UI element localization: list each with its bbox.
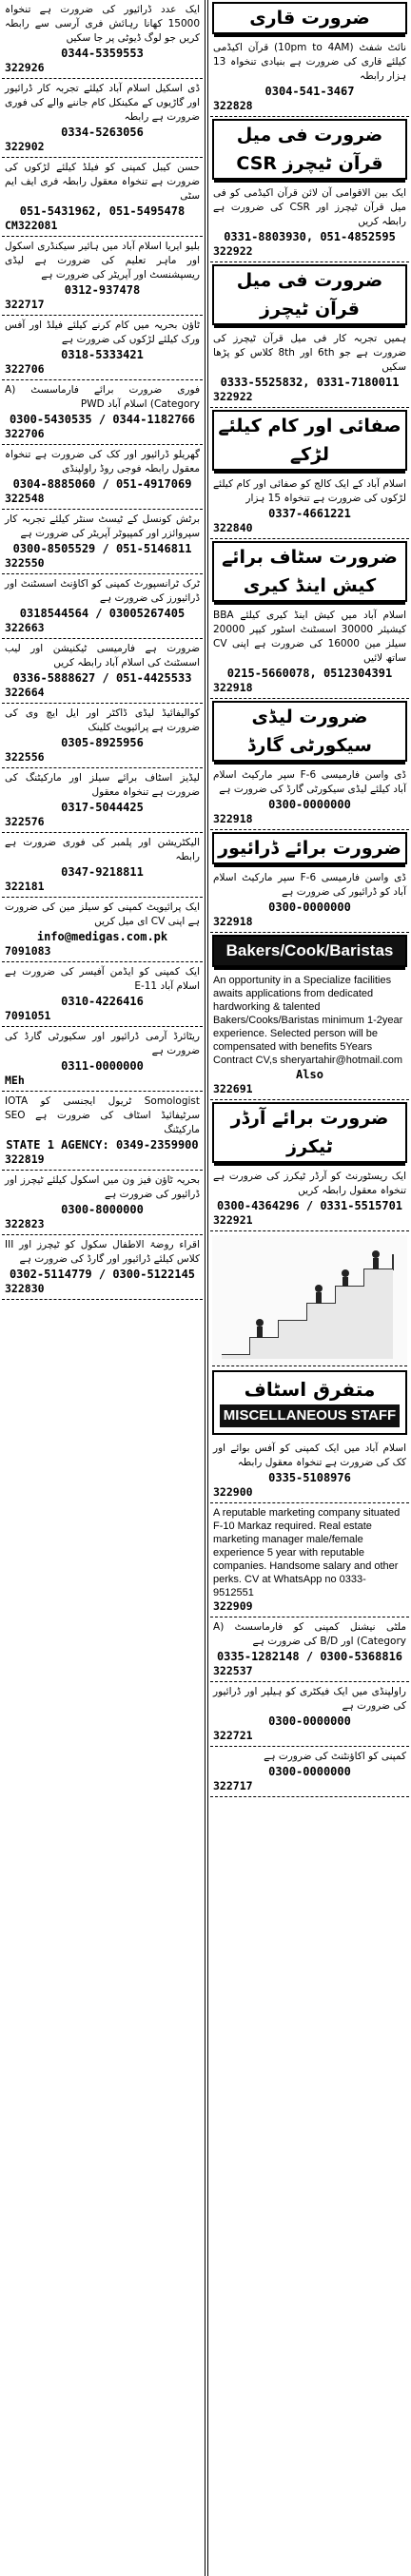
ad-text: ٹاؤن بحریہ میں کام کرنے کیلئے فیلڈ اور آفس ورک کیلئے لڑکوں کی ضرورت ہے [5, 320, 200, 345]
column-divider [205, 0, 208, 2576]
ad-text: ڈی اسکیل اسلام آباد کیلئے تجربہ کار ڈرائیور اور گاڑیوں کے مکینکل کام جاننے والے کی فوری ضرورت ہے رابطہ [5, 83, 200, 123]
section-heading: ضرورت فی میل قرآن ٹیچرز CSR [212, 119, 407, 180]
ad-text: اسلام آباد میں ایک کمپنی کو آفس بوائے اور کک کی ضرورت ہے تنخواہ معقول رابطہ [213, 1443, 406, 1468]
ad-reference-code: 322181 [5, 880, 45, 893]
ad-reference [5, 880, 200, 895]
classified-ad [2, 0, 203, 79]
ad-text: نائٹ شفٹ (10pm to 4AM) قرآن اکیڈمی کیلئے قاری کی ضرورت ہے بنیادی تنخواہ 13 ہزار رابطہ [213, 42, 406, 82]
ad-text: ڈی واسن فارمیسی F-6 سپر مارکیٹ اسلام آباد کو ڈرائیور کی ضرورت ہے [213, 872, 406, 898]
ad-phone: 0215-5660078, 0512304391 [226, 667, 393, 680]
ad-reference-code: 322721 [213, 1729, 253, 1742]
ad-phone: 0337-4661221 [268, 507, 351, 520]
ad-reference-code: 322691 [213, 1082, 253, 1095]
section-heading: ضرورت سٹاف برائے کیش اینڈ کیری [212, 541, 407, 602]
ad-text: کوالیفائیڈ لیڈی ڈاکٹر اور ایل ایچ وی کی ضرورت ہے پرائیویٹ کلینک [5, 707, 200, 733]
ad-text: ملٹی نیشنل کمپنی کو فارماسسٹ (A Category) اور B/D کی ضرورت ہے [213, 1621, 406, 1647]
ad-text: ایک پرائیویٹ کمپنی کو سیلز مین کی ضرورت ہے اپنی CV ای میل کریں [5, 901, 200, 927]
classified-ad [2, 79, 203, 158]
ad-phone: 0336-5888627 / 051-4425533 [12, 671, 192, 685]
ad-text: Somologist ٹریول ایجنسی کو IOTA سرٹیفائیڈ اسٹاف کی ضرورت ہے SEO مارکیٹنگ [5, 1095, 200, 1135]
ad-phone: 0312-937478 [64, 283, 141, 297]
ad-reference [5, 750, 200, 765]
ad-reference-code: 322548 [5, 492, 45, 505]
classified-ad [2, 898, 203, 962]
ad-reference-code: 322840 [213, 521, 253, 534]
classified-ad [2, 316, 203, 380]
ad-reference [213, 1729, 406, 1744]
ad-reference [5, 298, 200, 313]
misc-heading-urdu: متفرق اسٹاف [244, 1378, 376, 1401]
section-heading: ضرورت برائے ڈرائیور [212, 832, 407, 864]
ad-phone: Also [296, 1068, 323, 1081]
ad-reference [5, 219, 200, 234]
section-heading: Bakers/Cook/Baristas [212, 935, 407, 967]
ad-text: ایک ریسٹورنٹ کو آرڈر ٹیکرز کی ضرورت ہے تنخواہ معقول رابطہ کریں [213, 1171, 406, 1196]
ad-reference [213, 244, 406, 260]
misc-heading-english: MISCELLANEOUS STAFF [220, 1404, 400, 1427]
classified-ad [2, 574, 203, 639]
classified-ad [2, 380, 203, 445]
ad-reference-code: 322556 [5, 750, 45, 764]
ad-text: راولپنڈی میں ایک فیکٹری کو ہیلپر اور ڈرائیور کی ضرورت ہے [213, 1686, 406, 1712]
classified-ad [2, 768, 203, 833]
classified-ad [210, 868, 409, 933]
ad-reference [5, 1217, 200, 1232]
ad-phone: 051-5431962, 051-5495478 [19, 204, 186, 218]
classified-ad [2, 962, 203, 1027]
classified-ad [210, 1439, 409, 1503]
ad-reference-code: 322717 [213, 1779, 253, 1792]
ad-text: لیڈیز اسٹاف برائے سیلز اور مارکیٹنگ کی ضرورت ہے تنخواہ معقول [5, 772, 200, 798]
ad-phone: 0318544564 / 03005267405 [19, 607, 186, 620]
classified-ad [2, 1235, 203, 1300]
ad-phone: 0304-541-3467 [264, 85, 355, 98]
ad-text: ایک بین الاقوامی آن لائن قرآن اکیڈمی کو فی میل قرآن ٹیچرز اور CSR کی ضرورت ہے رابطہ کریں [213, 187, 407, 227]
ad-phone: 0310-4226416 [61, 995, 144, 1008]
section-heading: ضرورت قاری [212, 2, 407, 34]
ad-reference-code: 322921 [213, 1213, 253, 1227]
ad-reference [5, 621, 200, 636]
ad-text: حسن کیبل کمپنی کو فیلڈ کیلئے لڑکوں کی ضرورت ہے تنخواہ معقول رابطہ فری ایف ایم سٹی [5, 162, 200, 202]
ad-text: برٹش کونسل کے ٹیسٹ سنٹر کیلئے تجربہ کار سپروائزر اور کمپیوٹر آپریٹر کی ضرورت ہے [5, 513, 200, 539]
classified-ad [210, 38, 409, 117]
ad-phone: 0300-0000000 [268, 901, 351, 914]
ad-reference [213, 521, 406, 536]
ad-text: ایک کمپنی کو ایڈمن آفیسر کی ضرورت ہے اسلام آباد E-11 [5, 966, 200, 992]
ad-reference-code: 322706 [5, 362, 45, 376]
ad-phone: 0300-0000000 [268, 1714, 351, 1728]
ad-phone: 0331-8803930, 051-4852595 [224, 230, 396, 243]
ad-reference [5, 1074, 200, 1089]
section-heading: ضرورت فی میل قرآن ٹیچرز [212, 264, 407, 325]
ad-reference [5, 362, 200, 378]
classified-ad [210, 1747, 409, 1797]
ad-reference-code: 322828 [213, 99, 253, 112]
ad-text: بلیو ایریا اسلام آباد میں ہائیر سیکنڈری اسکول اور ماہر تعلیم کی ضرورت ہے لیڈی ریسپشنسٹ اور آپریٹر کی ضرورت ہے [5, 241, 200, 281]
ad-phone: 0344-5359553 [61, 47, 144, 60]
classified-ad [2, 158, 203, 237]
stairs-figures-image [212, 1235, 407, 1365]
classified-ad [2, 237, 203, 316]
ad-reference [213, 915, 406, 930]
ad-reference-code: 322663 [5, 621, 45, 634]
ad-reference-code: 322819 [5, 1152, 45, 1166]
ad-reference [5, 1009, 200, 1024]
ad-reference-code: MEh [5, 1074, 25, 1087]
ad-phone: 0347-9218811 [61, 865, 144, 879]
ad-phone: 0335-1282148 / 0300-5368816 [216, 1650, 403, 1663]
ad-english-text: A reputable marketing company situated F-10 Markaz required. Real estate marketing manager male/female experience 5 year with reputable companies. Handsome salary and other perks. CV at WhatsApp no 0333-9512551 [213, 1507, 401, 1598]
classified-ad [2, 1171, 203, 1235]
ad-reference [5, 556, 200, 571]
classified-ad [210, 329, 409, 408]
ad-phone: 0300-8000000 [61, 1203, 144, 1216]
ad-text: اسلام آباد میں کیش اینڈ کیری کیلئے BBA کیشیئر 30000 اسسٹنٹ اسٹور کیپر 20000 سیلز مین 16000 کی ضرورت ہے اپنی CV ساتھ لائیں [213, 610, 406, 664]
ad-reference-code: 322830 [5, 1282, 45, 1295]
classified-ad [2, 1027, 203, 1092]
classified-ad [210, 184, 409, 262]
classified-ad [210, 1503, 409, 1617]
ad-text: اقراء روضۃ الاطفال سکول کو ٹیچرز اور III کلاس کیلئے ڈرائیور اور گارڈ کی ضرورت ہے [5, 1239, 200, 1265]
ad-reference [5, 1282, 200, 1297]
section-heading: ضرورت لیڈی سیکورٹی گارڈ [212, 701, 407, 762]
section-heading: ضرورت برائے آرڈر ٹیکرز [212, 1102, 407, 1163]
ad-reference-code: 322823 [5, 1217, 45, 1230]
ad-reference-code: 7091083 [5, 944, 51, 958]
ad-phone: 0317-5044425 [61, 801, 144, 814]
ad-text: ضرورت ہے فارمیسی ٹیکنیشن اور لیب اسسٹنٹ کی اسلام آباد رابطہ کریں [5, 643, 200, 668]
ad-reference-code: 322909 [213, 1599, 253, 1613]
ad-text: ریٹائرڈ آرمی ڈرائیور اور سکیورٹی گارڈ کی ضرورت ہے [5, 1031, 200, 1056]
ad-phone: 0335-5108976 [268, 1471, 351, 1484]
ad-phone: 0300-8505529 / 051-5146811 [12, 542, 192, 555]
ad-reference-code: 322717 [5, 298, 45, 311]
ad-text: اسلام آباد کے ایک کالج کو صفائی اور کام کیلئے لڑکوں کی ضرورت ہے تنخواہ 15 ہزار [213, 478, 406, 504]
misc-staff-heading [212, 1370, 407, 1435]
classified-ad [210, 1617, 409, 1682]
left-column [2, 0, 203, 2576]
classified-ad [2, 445, 203, 510]
ad-reference [213, 1485, 406, 1501]
ad-phone: 0333-5525832, 0331-7180011 [220, 376, 400, 389]
ad-phone: info@medigas.com.pk [36, 930, 168, 943]
classified-ad [210, 475, 409, 539]
ad-reference [213, 1779, 406, 1794]
classified-ad [2, 510, 203, 574]
ad-reference [5, 492, 200, 507]
ad-phone: 0334-5263056 [61, 126, 144, 139]
ad-phone: 0304-8885060 / 051-4917069 [12, 477, 192, 491]
classified-ad [210, 1167, 409, 1231]
ad-phone: 0305-8925956 [61, 736, 144, 749]
ad-text: ٹرک ٹرانسپورٹ کمپنی کو اکاؤنٹ اسسٹنٹ اور ڈرائیورز کی ضرورت ہے [5, 578, 200, 604]
ad-reference [5, 815, 200, 830]
ad-text: کمپنی کو اکاؤنٹنٹ کی ضرورت ہے [264, 1751, 406, 1762]
ad-text: ایک عدد ڈرائیور کی ضرورت ہے تنخواہ 15000 کھانا رہائش فری آرسی سے رابطہ کریں جو لوگ ڈیوٹی پر جا سکیں [5, 4, 200, 44]
ad-reference [213, 681, 406, 696]
ad-english-text: An opportunity in a Specialize facilities awaits applications from dedicated hardworking & talented Bakers/Cooks/Baristas minimum 1-2year experience. Selected person will be compensated with benefits 5Years Contract CV,s sheryartahir@hotmail.com [213, 975, 403, 1066]
ad-reference [213, 390, 406, 405]
ad-text: الیکٹریشن اور پلمبر کی فوری ضرورت ہے رابطہ [5, 837, 200, 862]
ad-reference-code: 322918 [213, 812, 253, 825]
ad-reference-code: CM322081 [5, 219, 58, 232]
ad-reference-code: 322918 [213, 915, 253, 928]
ad-reference-code: 322902 [5, 140, 45, 153]
ad-phone: 0311-0000000 [61, 1059, 144, 1073]
ad-phone: 0302-5114779 / 0300-5122145 [9, 1268, 196, 1281]
ad-phone: 0318-5333421 [61, 348, 144, 361]
ad-phone: 0300-0000000 [268, 1765, 351, 1778]
ad-reference [213, 1213, 406, 1229]
ad-reference [213, 1082, 406, 1097]
ad-reference-code: 322537 [213, 1664, 253, 1677]
classified-ad [210, 971, 409, 1100]
ad-reference-code: 322926 [5, 61, 45, 74]
classified-ad [2, 833, 203, 898]
ad-reference [213, 99, 406, 114]
ad-phone: STATE 1 AGENCY: 0349-2359900 [6, 1138, 199, 1152]
classified-ad [210, 606, 409, 699]
ad-phone: 0300-5430535 / 0344-1182766 [9, 413, 196, 426]
ad-reference-code: 322576 [5, 815, 45, 828]
ad-reference [5, 427, 200, 442]
ad-text: گھریلو ڈرائیور اور کک کی ضرورت ہے تنخواہ معقول رابطہ فوجی روڈ راولپنڈی [5, 449, 200, 475]
ad-reference [5, 61, 200, 76]
right-column [210, 0, 409, 2576]
ad-reference-code: 322922 [213, 390, 253, 403]
ad-reference [213, 1599, 406, 1615]
ad-reference-code: 7091051 [5, 1009, 51, 1022]
ad-text: فوری ضرورت برائے فارماسسٹ (A Category) اسلام آباد PWD [5, 384, 200, 410]
classified-ad [2, 704, 203, 768]
classified-ad [210, 1682, 409, 1747]
ad-reference [213, 1664, 406, 1679]
ad-reference-code: 322922 [213, 244, 253, 258]
ad-reference-code: 322900 [213, 1485, 253, 1499]
ad-reference [5, 1152, 200, 1168]
ad-reference-code: 322706 [5, 427, 45, 440]
ad-reference-code: 322918 [213, 681, 253, 694]
ad-reference [213, 812, 406, 827]
ad-text: ہمیں تجربہ کار فی میل قرآن ٹیچرز کی ضرورت ہے جو 6th اور 8th کلاس کو پڑھا سکیں [213, 333, 406, 373]
ad-reference [5, 944, 200, 959]
ad-reference [5, 686, 200, 701]
ad-text: بحریہ ٹاؤن فیز ون میں اسکول کیلئے ٹیچرز اور ڈرائیور کی ضرورت ہے [5, 1174, 200, 1200]
classified-ad [2, 639, 203, 704]
classified-ad [2, 1092, 203, 1171]
ad-phone: 0300-0000000 [268, 798, 351, 811]
ad-reference-code: 322664 [5, 686, 45, 699]
ad-text: ڈی واسن فارمیسی F-6 سپر مارکیٹ اسلام آباد کیلئے لیڈی سیکورٹی گارڈ کی ضرورت ہے [213, 769, 406, 795]
ad-reference [5, 140, 200, 155]
stairs-illustration [212, 1235, 407, 1366]
section-heading: صفائی اور کام کیلئے لڑکے [212, 410, 407, 471]
ad-reference-code: 322550 [5, 556, 45, 570]
ad-phone: 0300-4364296 / 0331-5515701 [216, 1199, 403, 1212]
classified-ad [210, 765, 409, 830]
